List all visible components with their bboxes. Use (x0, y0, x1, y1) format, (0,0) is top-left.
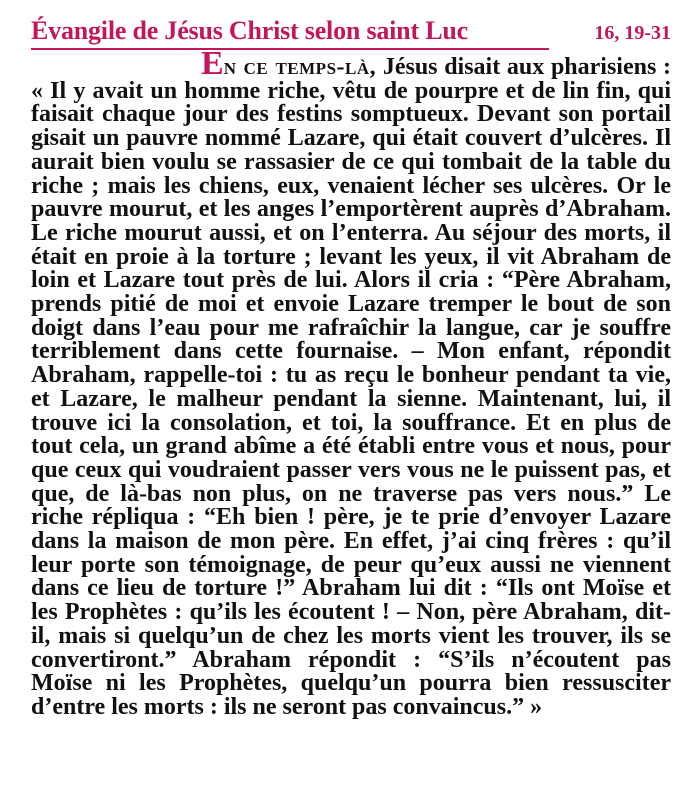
page-header (31, 12, 671, 48)
gospel-passage (31, 45, 671, 720)
opening-words: n ce temps-là, (223, 54, 377, 80)
passage-text: Jésus disait aux pharisiens : « Il y avait un homme riche, vêtu de pourpre et de lin fin, qui faisait chaque jour des festins somptueux. Devant son portail gisait un pauvre nommé Lazare, qui était couvert d’ulcères. Il aurait bien voulu se rassasier de ce qui tombait de la table du riche ; mais les chiens, eux, venaient lécher ses ulcères. Or le pauvre mourut, et les anges l’emportèrent auprès d’Abraham. Le riche mourut aussi, et on l’enterra. Au séjour des morts, il était en proie à la torture ; levant les yeux, il vit Abraham de loin et Lazare tout près de lui. Alors il cria : “Père Abraham, prends pitié de moi et envoie Lazare tremper le bout de son doigt dans l’eau pour me rafraîchir la langue, car je souffre terriblement dans cette fournaise. – Mon enfant, répondit Abraham, rappelle-toi : tu as reçu le bonheur pendant ta vie, et Lazare, le malheur pendant la sienne. Maintenant, lui, il trouve ici la consolation, et toi, la souffrance. Et en plus de tout cela, un grand abîme a été établi entre vous et nous, pour que ceux qui voudraient passer vers vous ne le puissent pas, et que, de là-bas non plus, on ne traverse pas vers nous.” Le riche répliqua : “Eh bien ! père, je te prie d’envoyer Lazare dans la maison de mon père. En effet, j’ai cinq frères : qu’il leur porte son témoignage, de peur qu’eux aussi ne viennent dans ce lieu de torture !” Abraham lui dit : “Ils ont Moïse et les Prophètes : qu’ils les écoutent ! – Non, père Abraham, dit-il, mais si quelqu’un de chez les morts vient les trouver, ils se convertiront.” Abraham répondit : “S’ils n’écoutent pas Moïse ni les Prophètes, quelqu’un pourra bien ressusciter d’entre les morts : ils ne seront pas convaincus.” » (31, 54, 671, 720)
page-title: Évangile de Jésus Christ selon saint Luc (31, 16, 468, 45)
gospel-page (31, 12, 671, 720)
header-divider (31, 48, 549, 50)
scripture-reference: 16, 19-31 (594, 22, 671, 44)
drop-cap: E (201, 45, 224, 82)
